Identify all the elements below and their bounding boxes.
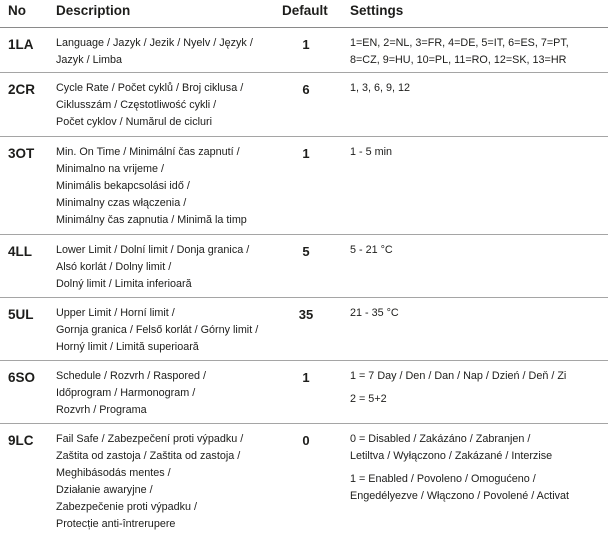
param-settings: 1 = 7 Day / Den / Dan / Nap / Dzień / Deň / Zi 2 = 5+2 <box>350 370 567 405</box>
table-row <box>0 424 608 536</box>
param-code: 4LL <box>8 244 33 259</box>
param-code: 3OT <box>8 146 35 161</box>
param-description: Cycle Rate / Počet cyklů / Broj ciklusa / Ciklusszám / Częstotliwość cykli / Počet cyklov / Numărul de cicluri <box>56 82 244 128</box>
param-settings: 1=EN, 2=NL, 3=FR, 4=DE, 5=IT, 6=ES, 7=PT, 8=CZ, 9=HU, 10=PL, 11=RO, 12=SK, 13=HR <box>350 37 569 66</box>
param-default: 6 <box>302 82 310 97</box>
param-code: 9LC <box>8 433 34 448</box>
param-description: Upper Limit / Horní limit / Gornja granica / Felső korlát / Górny limit / Horný limit / Limită superioară <box>56 307 259 353</box>
param-code: 6SO <box>8 370 36 385</box>
param-default: 5 <box>302 244 310 259</box>
param-settings: 21 - 35 °C <box>350 307 399 319</box>
param-default: 0 <box>302 433 310 448</box>
table-row <box>0 235 608 298</box>
table-row <box>0 137 608 235</box>
param-settings: 0 = Disabled / Zakázáno / Zabranjen / Letiltva / Wyłączono / Zakázané / Interzise 1 = Enabled / Povoleno / Omogućeno / Engedélyezve / Włączono / Povolené / Activat <box>350 433 570 502</box>
param-default: 35 <box>298 307 314 322</box>
table-row <box>0 298 608 361</box>
param-description: Min. On Time / Minimální čas zapnutí / Minimalno na vrijeme / Minimális bekapcsolási idő / Minimalny czas włączenia / Minimálny čas zapnutia / Minimă la timp <box>56 146 247 226</box>
param-settings: 1 - 5 min <box>350 146 393 158</box>
param-default: 1 <box>302 37 310 52</box>
header-description: Description <box>56 3 131 18</box>
header-settings: Settings <box>350 3 404 18</box>
param-settings: 1, 3, 6, 9, 12 <box>350 82 411 94</box>
table-header <box>0 0 608 28</box>
param-description: Lower Limit / Dolní limit / Donja granica / Alsó korlát / Dolny limit / Dolný limit / Limita inferioară <box>56 244 250 290</box>
table-row <box>0 73 608 137</box>
param-description: Language / Jazyk / Jezik / Nyelv / Język / Jazyk / Limba <box>56 37 253 66</box>
header-no: No <box>8 3 26 18</box>
param-code: 2CR <box>8 82 36 97</box>
param-code: 1LA <box>8 37 34 52</box>
table-row <box>0 361 608 424</box>
param-code: 5UL <box>8 307 34 322</box>
param-default: 1 <box>302 370 310 385</box>
header-default: Default <box>282 3 328 18</box>
param-default: 1 <box>302 146 310 161</box>
param-description: Fail Safe / Zabezpečení proti výpadku / Zaštita od zastoja / Zaštita od zastoja / Meghibásodás mentes / Działanie awaryjne / Zabezpečenie proti výpadku / Protecție anti-întrerupere <box>56 433 244 530</box>
param-description: Schedule / Rozvrh / Raspored / Időprogram / Harmonogram / Rozvrh / Programa <box>56 370 207 416</box>
table-row <box>0 28 608 73</box>
param-settings: 5 - 21 °C <box>350 244 393 256</box>
